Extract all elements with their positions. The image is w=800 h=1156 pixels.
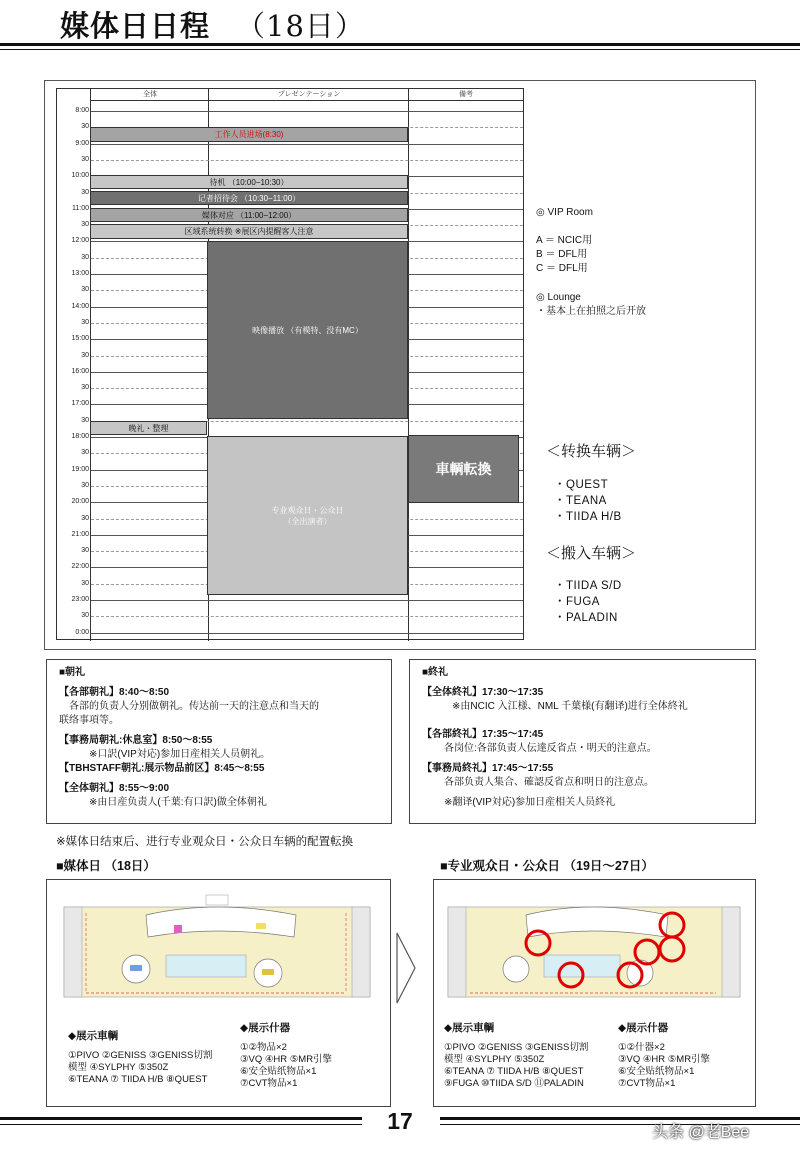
col-divider (90, 89, 91, 641)
time-label: 12:00 (71, 237, 89, 245)
fixture-line: ③VQ ④HR ⑤MR引擎 (618, 1054, 711, 1065)
zone-switch-block: 区域系统转换 ※展区内提醒客人注意 (90, 224, 408, 239)
time-label: 30 (81, 547, 89, 555)
time-label: 30 (81, 253, 89, 261)
evening-line: 【事務局終礼】17:45〜17:55 (422, 763, 554, 774)
time-label: 15:00 (71, 335, 89, 343)
time-label: 30 (81, 481, 89, 489)
vip-room-b: B ＝ DFL用 (536, 249, 588, 260)
fixture-list-title: ◆展示什器 (240, 1022, 291, 1034)
morning-title: ■朝礼 (59, 667, 86, 678)
morning-line: ※口訳(VIP対応)参加日産相关人员朝礼。 (89, 749, 271, 760)
time-label: 30 (81, 123, 89, 131)
time-label: 19:00 (71, 465, 89, 473)
time-label: 17:00 (71, 400, 89, 408)
footer-rule (0, 1124, 362, 1125)
time-label: 23:00 (71, 596, 89, 603)
morning-line: 【事務局朝礼:休息室】8:50〜8:55 (59, 735, 213, 746)
vip-room-title: ◎ VIP Room (536, 207, 593, 218)
time-label: 30 (81, 351, 89, 359)
time-label: 20:00 (71, 498, 89, 506)
hour-gridline (91, 633, 523, 634)
evening-line: 【全体終礼】17:30〜17:35 (422, 687, 544, 698)
media-response-block: 媒体对应 （11:00−12:00） (90, 208, 408, 222)
time-label: 22:00 (71, 563, 89, 571)
standby-block: 待机 （10:00−10:30） (90, 175, 408, 189)
time-label: 21:00 (71, 530, 89, 538)
fixture-list-title: ◆展示什器 (618, 1022, 669, 1034)
lounge-note: ・基本上在拍照之后开放 (536, 306, 646, 317)
time-label: 30 (81, 188, 89, 196)
vehicle-item: ・TEANA (554, 495, 607, 507)
vip-room-a: A ＝ NCIC用 (536, 235, 593, 246)
public-days-floor-plan (440, 885, 750, 1005)
switch-vehicles-list (554, 477, 622, 525)
fixture-line: ⑦CVT物品×1 (618, 1078, 676, 1089)
evening-line: ※由NCIC 入江様、NML 千葉様(有翻译)进行全体終礼 (452, 701, 688, 712)
fixture-line: ③VQ ④HR ⑤MR引擎 (240, 1054, 333, 1065)
time-label: 9:00 (75, 139, 89, 147)
morning-ceremony-box (46, 659, 392, 824)
vehicle-line: ⑨FUGA ⑩TIIDA S/D ⑪PALADIN (444, 1078, 584, 1089)
hour-gridline (91, 144, 523, 145)
import-vehicles-list (554, 578, 622, 626)
header-rule-thick (0, 43, 800, 46)
fixture-line: ①②什器×2 (618, 1042, 665, 1053)
col-header-presentation: プレゼンテーション (209, 89, 409, 101)
time-label: 30 (81, 416, 89, 424)
page-title: 媒体日日程 （18日） (60, 9, 365, 43)
fixture-line: ①②物品×2 (240, 1042, 287, 1053)
vehicle-item: ・FUGA (554, 596, 600, 608)
morning-line: 【各部朝礼】8:40〜8:50 (59, 687, 170, 698)
time-label: 30 (81, 579, 89, 587)
morning-line: ※由日産负责人(千葉:有口訳)做全体朝礼 (89, 797, 267, 808)
half-hour-gridline (91, 616, 523, 617)
time-label: 0:00 (75, 628, 89, 636)
half-hour-gridline (91, 160, 523, 161)
vehicle-item: ・TIIDA H/B (554, 511, 622, 523)
room-info (536, 206, 646, 319)
morning-line: 各部的负责人分别做朝礼。传达前一天的注意点和当天的 (69, 701, 319, 712)
video-playback-block: 映像播放 （有模特、没有MC） (207, 241, 408, 419)
media-day-floor-plan (56, 885, 382, 1005)
vehicle-line: ①PIVO ②GENISS ③GENISS切割 (444, 1042, 589, 1053)
press-conference-block: 记者招待会 （10:30−11:00） (90, 191, 408, 205)
vehicle-line: ⑥TEANA ⑦ TIIDA H/B ⑧QUEST (444, 1066, 584, 1077)
vehicle-list-title: ◆展示車輌 (68, 1030, 119, 1042)
evening-line: 各部负责人集合、確認反省点和明日的注意点。 (444, 777, 654, 788)
media-day-fixture-list (240, 1022, 332, 1090)
time-label: 18:00 (71, 433, 89, 440)
time-label: 30 (81, 612, 89, 620)
public-days-label: 专业观众日・公众日 (271, 505, 344, 515)
time-label: 30 (81, 384, 89, 392)
hour-gridline (91, 600, 523, 601)
public-days-title: ■专业观众日・公众日 （19日〜27日） (440, 859, 654, 873)
vehicle-item: ・TIIDA S/D (554, 580, 622, 592)
page-number: 17 (387, 1108, 413, 1134)
header-rule-thin (0, 49, 800, 50)
switch-vehicles-title: ＜转换车辆＞ (546, 443, 637, 460)
col-header-all: 全体 (91, 89, 209, 101)
morning-line: 联络事項等。 (59, 715, 119, 726)
vehicle-line: 模型 ④SYLPHY ⑤350Z (444, 1054, 545, 1065)
evening-line: 【各部終礼】17:35〜17:45 (422, 729, 544, 740)
public-days-vehicle-list (444, 1022, 588, 1090)
vehicle-line: ①PIVO ②GENISS ③GENISS切割 (68, 1050, 213, 1061)
time-label: 16:00 (71, 367, 89, 375)
time-label: 30 (81, 449, 89, 457)
car-switch-block: 車輌転換 (408, 435, 519, 503)
vehicle-line: 模型 ④SYLPHY ⑤350Z (68, 1062, 169, 1073)
col-header-notes: 備考 (409, 89, 523, 101)
vehicle-line: ⑥TEANA ⑦ TIIDA H/B ⑧QUEST (68, 1074, 208, 1085)
evening-ceremony-box (409, 659, 756, 824)
evening-line: ※翻译(VIP対応)参加日産相关人员終礼 (444, 797, 616, 808)
reconfiguration-note: ※媒体日结束后、进行专业观众日・公众日车辆的配置転換 (56, 836, 354, 848)
vip-room-c: C ＝ DFL用 (536, 263, 588, 274)
vehicle-item: ・PALADIN (554, 612, 618, 624)
time-label: 30 (81, 514, 89, 522)
evening-line: 各岗位:各部负责人伝達反省点・明天的注意点。 (444, 743, 657, 754)
import-vehicles-title: ＜搬入车辆＞ (546, 545, 637, 562)
morning-line: 【全体朝礼】8:55〜9:00 (59, 783, 170, 794)
time-label: 30 (81, 221, 89, 229)
vehicle-item: ・QUEST (554, 479, 609, 491)
fixture-line: ⑥安全贴纸物品×1 (240, 1066, 317, 1077)
media-day-title: ■媒体日 （18日） (56, 859, 156, 873)
media-day-vehicle-list (68, 1030, 212, 1086)
watermark: 头条 @老Bee (652, 1124, 750, 1141)
time-label: 10:00 (71, 172, 89, 180)
transition-arrow-icon (396, 932, 416, 1004)
time-label: 30 (81, 286, 89, 294)
evening-title: ■終礼 (422, 667, 449, 678)
public-days-sublabel: （全出演者） (283, 516, 332, 526)
hour-gridline (91, 111, 523, 112)
fixture-line: ⑦CVT物品×1 (240, 1078, 298, 1089)
time-label: 30 (81, 155, 89, 163)
public-days-block (207, 436, 408, 595)
time-label: 30 (81, 318, 89, 326)
evening-ceremony-block: 晚礼・整理 (90, 421, 207, 435)
time-label: 11:00 (72, 204, 89, 212)
morning-line: 【TBHSTAFF朝礼:展示物品前区】8:45〜8:55 (59, 763, 265, 774)
staff-entry-block: 工作人员进场(8:30) (90, 127, 408, 142)
time-label: 8:00 (75, 107, 89, 114)
footer-rule (0, 1117, 362, 1120)
fixture-line: ⑥安全贴纸物品×1 (618, 1066, 695, 1077)
public-days-fixture-list (618, 1022, 710, 1090)
col-divider (408, 89, 409, 641)
time-label: 14:00 (71, 302, 89, 310)
vehicle-list-title: ◆展示車輌 (444, 1022, 495, 1034)
lounge-title: ◎ Lounge (536, 292, 581, 303)
time-label: 13:00 (71, 270, 89, 277)
